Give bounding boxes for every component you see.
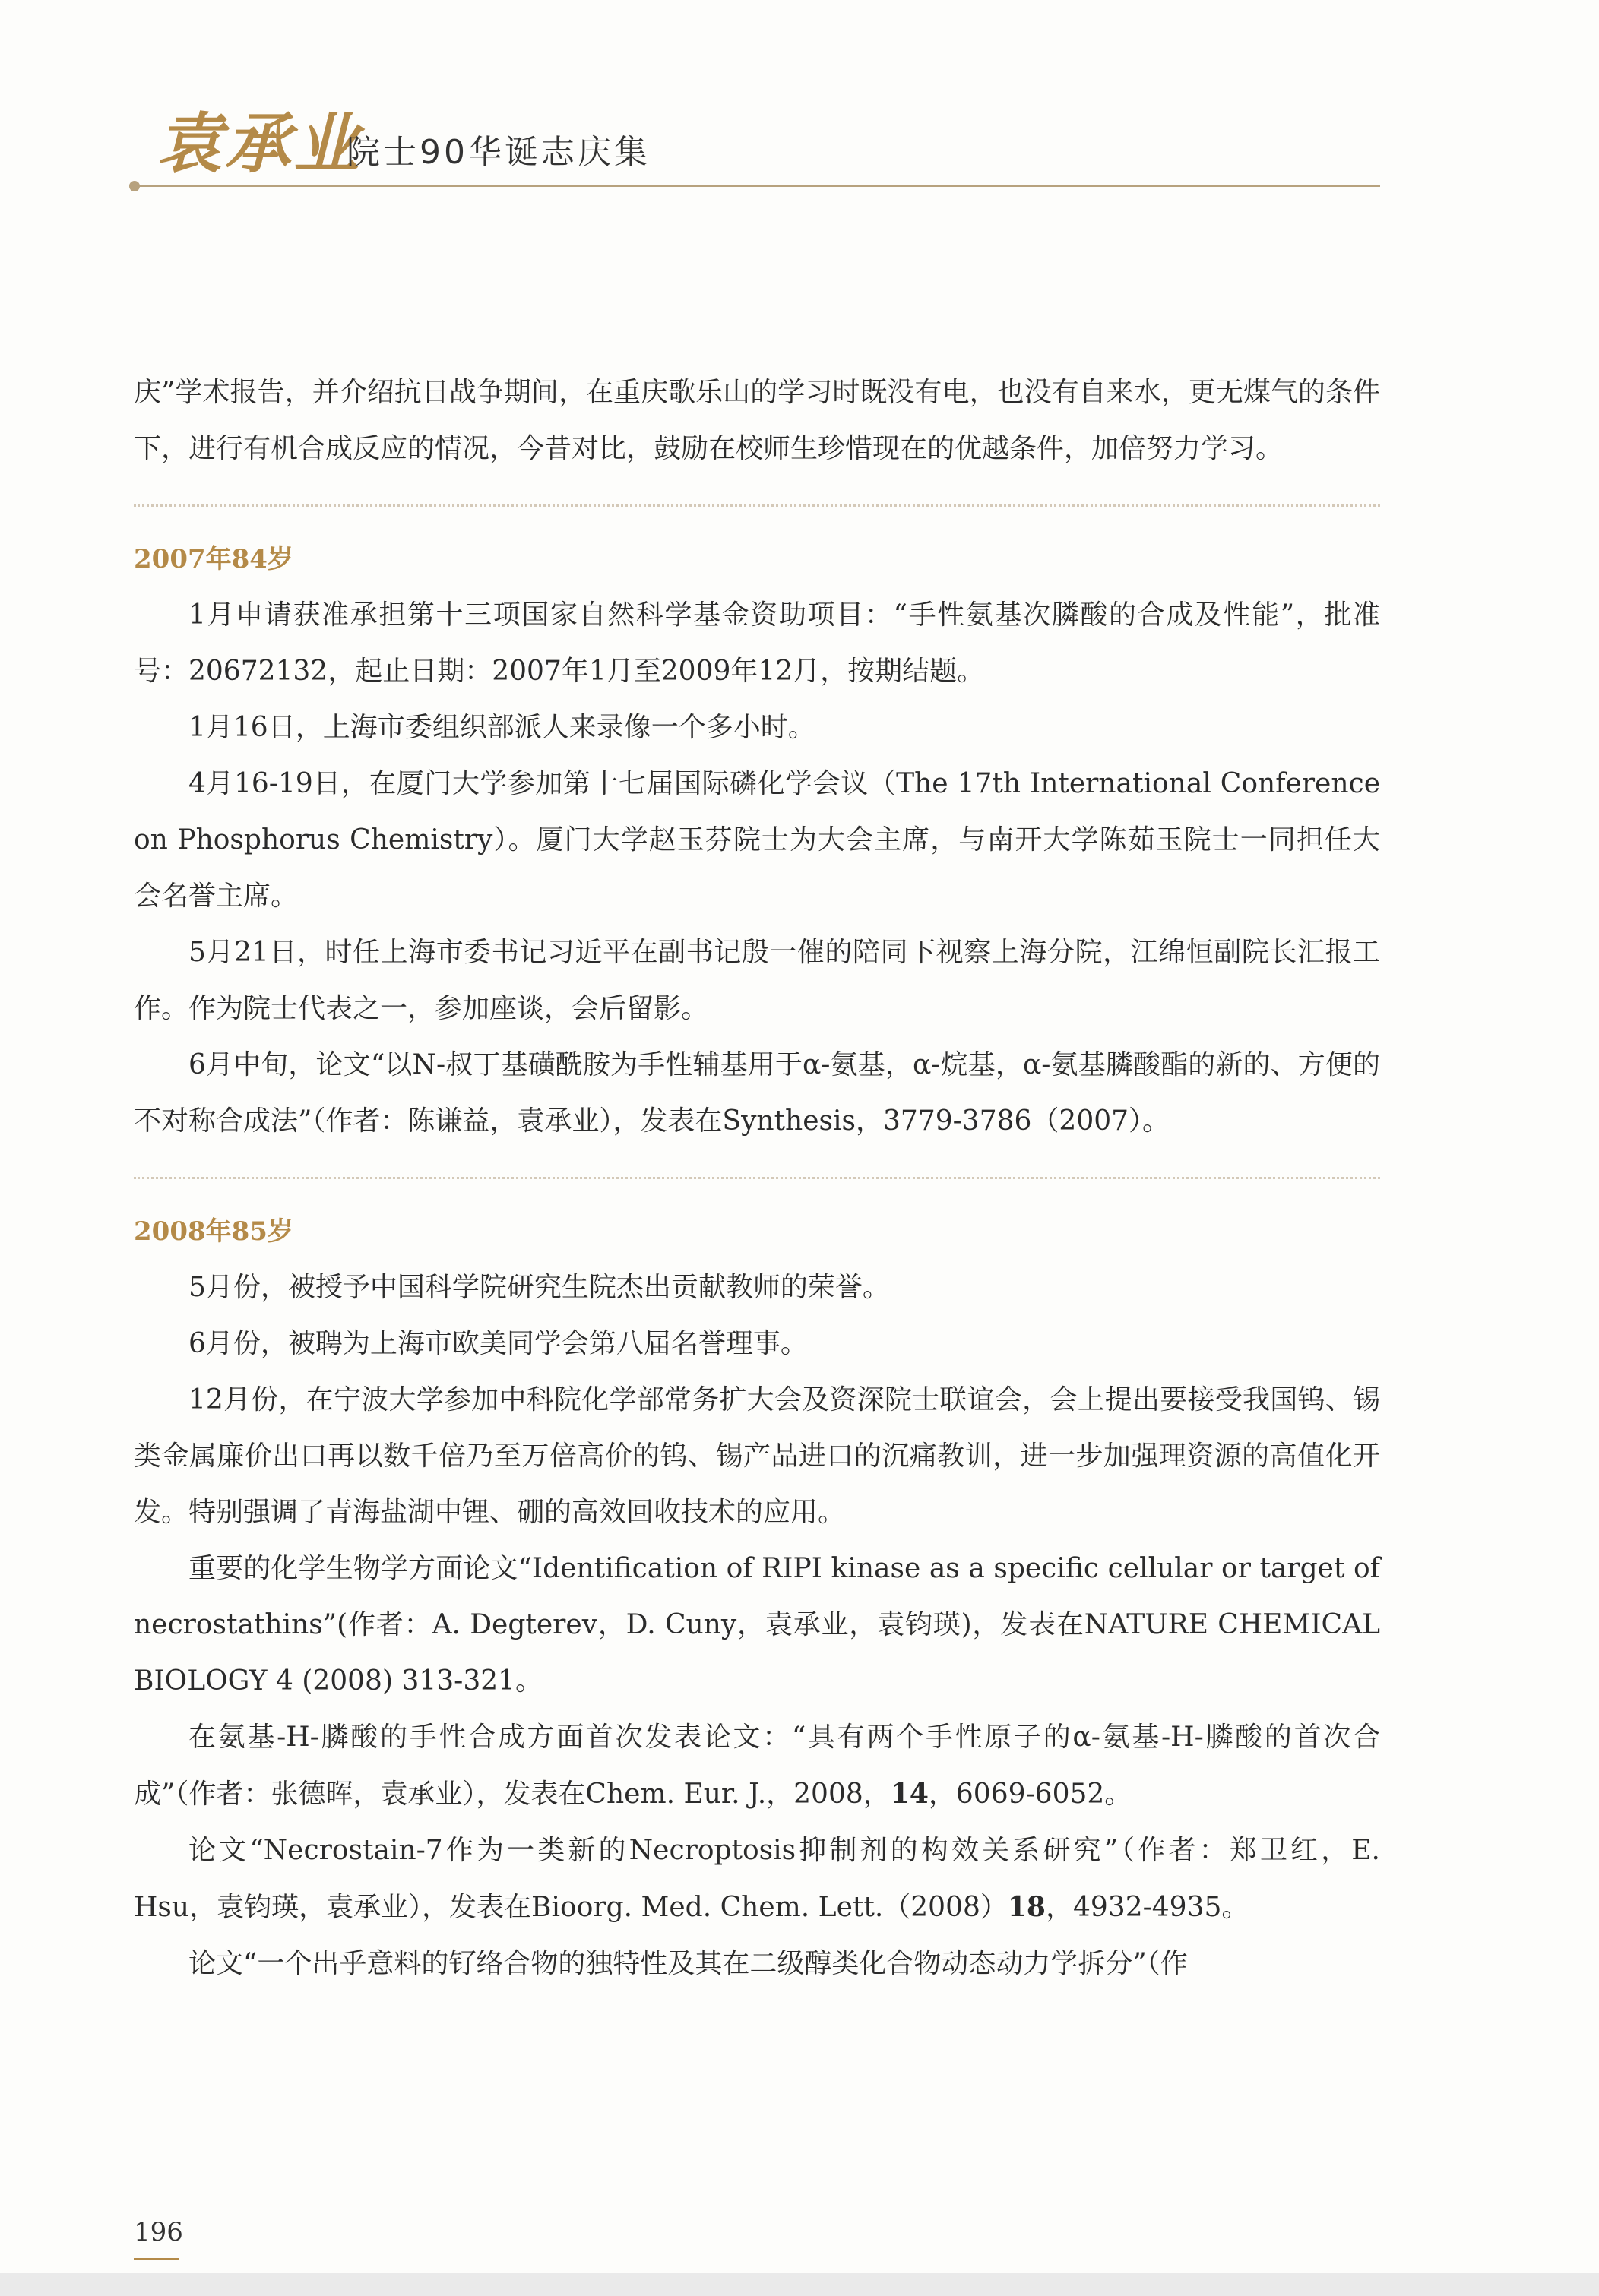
paragraph-2008-1: 5月份，被授予中国科学院研究生院杰出贡献教师的荣誉。 <box>188 1272 890 1303</box>
intro-paragraph: 庆”学术报告，并介绍抗日战争期间，在重庆歌乐山的学习时既没有电，也没有自来水，更无煤气的条件下，进行有机合成反应的情况，今昔对比，鼓励在校师生珍惜现在的优越条件，加倍努力学习。 <box>134 377 1380 464</box>
book-title-main: 袁承业 <box>157 106 362 182</box>
year-heading-2007: 2007年84岁 <box>134 544 293 574</box>
paragraph-2007-2: 1月16日，上海市委组织部派人来录像一个多小时。 <box>188 712 815 743</box>
paragraph-2007-3: 4月16-19日，在厦门大学参加第十七届国际磷化学会议（The 17th International Conference on Phosphorus Chemistry）。厦门大学赵玉芬院士为大会主席，与南开大学陈茹玉院士一同担任大会名誉主席。 <box>134 768 1380 912</box>
page-number-underline <box>134 2258 179 2260</box>
header-rule <box>134 185 1380 187</box>
year-heading-2008: 2008年85岁 <box>134 1216 293 1247</box>
paragraph-2008-2: 6月份，被聘为上海市欧美同学会第八届名誉理事。 <box>188 1328 808 1359</box>
paragraph-2008-6-pages: ，4932-4935。 <box>1045 1892 1249 1923</box>
paragraph-2007-5: 6月中旬，论文“以N-叔丁基磺酰胺为手性辅基用于α-氨基，α-烷基，α-氨基膦酸酯的新的、方便的不对称合成法”（作者：陈谦益，袁承业），发表在Synthesis，3779-3786（2007）。 <box>134 1049 1380 1137</box>
paragraph-2008-5-pages: ，6069-6052。 <box>928 1779 1132 1810</box>
page-body <box>134 365 1380 1992</box>
paragraph-2008-5-text: 在氨基-H-膦酸的手性合成方面首次发表论文：“具有两个手性原子的α-氨基-H-膦酸的首次合成”（作者：张德晖，袁承业），发表在Chem. Eur. J.，2008， <box>134 1722 1380 1810</box>
paragraph-2007-1: 1月申请获准承担第十三项国家自然科学基金资助项目：“手性氨基次膦酸的合成及性能”，批准号：20672132，起止日期：2007年1月至2009年12月，按期结题。 <box>134 599 1380 687</box>
paragraph-2008-6-volume: 18 <box>1007 1891 1046 1923</box>
paragraph-2008-5-volume: 14 <box>890 1778 929 1810</box>
paragraph-2008-3: 12月份，在宁波大学参加中科院化学部常务扩大会及资深院士联谊会，会上提出要接受我国钨、锡类金属廉价出口再以数千倍乃至万倍高价的钨、锡产品进口的沉痛教训，进一步加强理资源的高值化开发。特别强调了青海盐湖中锂、硼的高效回收技术的应用。 <box>134 1384 1380 1528</box>
paragraph-2008-6 <box>134 1823 1380 1936</box>
paragraph-2007-4: 5月21日，时任上海市委书记习近平在副书记殷一催的陪同下视察上海分院，江绵恒副院长汇报工作。作为院士代表之一，参加座谈，会后留影。 <box>134 937 1380 1024</box>
book-header <box>134 91 1380 198</box>
page-number: 196 <box>134 2217 183 2247</box>
section-divider <box>134 504 1380 507</box>
scan-edge <box>0 2273 1599 2296</box>
paragraph-2008-5 <box>134 1709 1380 1823</box>
book-title-sub: 院士90华诞志庆集 <box>347 133 651 172</box>
paragraph-2008-6-text: 论文“Necrostain-7作为一类新的Necroptosis抑制剂的构效关系研究”（作者：郑卫红，E. Hsu，袁钧瑛，袁承业），发表在Bioorg. Med. Chem. Lett.（2008） <box>134 1835 1380 1923</box>
paragraph-2008-4: 重要的化学生物学方面论文“Identification of RIPI kinase as a specific cellular or target of necrostathins”(作者：A. Degterev，D. Cuny，袁承业，袁钧瑛)，发表在NATURE CHEMICAL BIOLOGY 4 (2008) 313-321。 <box>134 1553 1380 1697</box>
paragraph-2008-7: 论文“一个出乎意料的钌络合物的独特性及其在二级醇类化合物动态动力学拆分”（作 <box>188 1948 1188 1979</box>
section-divider <box>134 1177 1380 1179</box>
